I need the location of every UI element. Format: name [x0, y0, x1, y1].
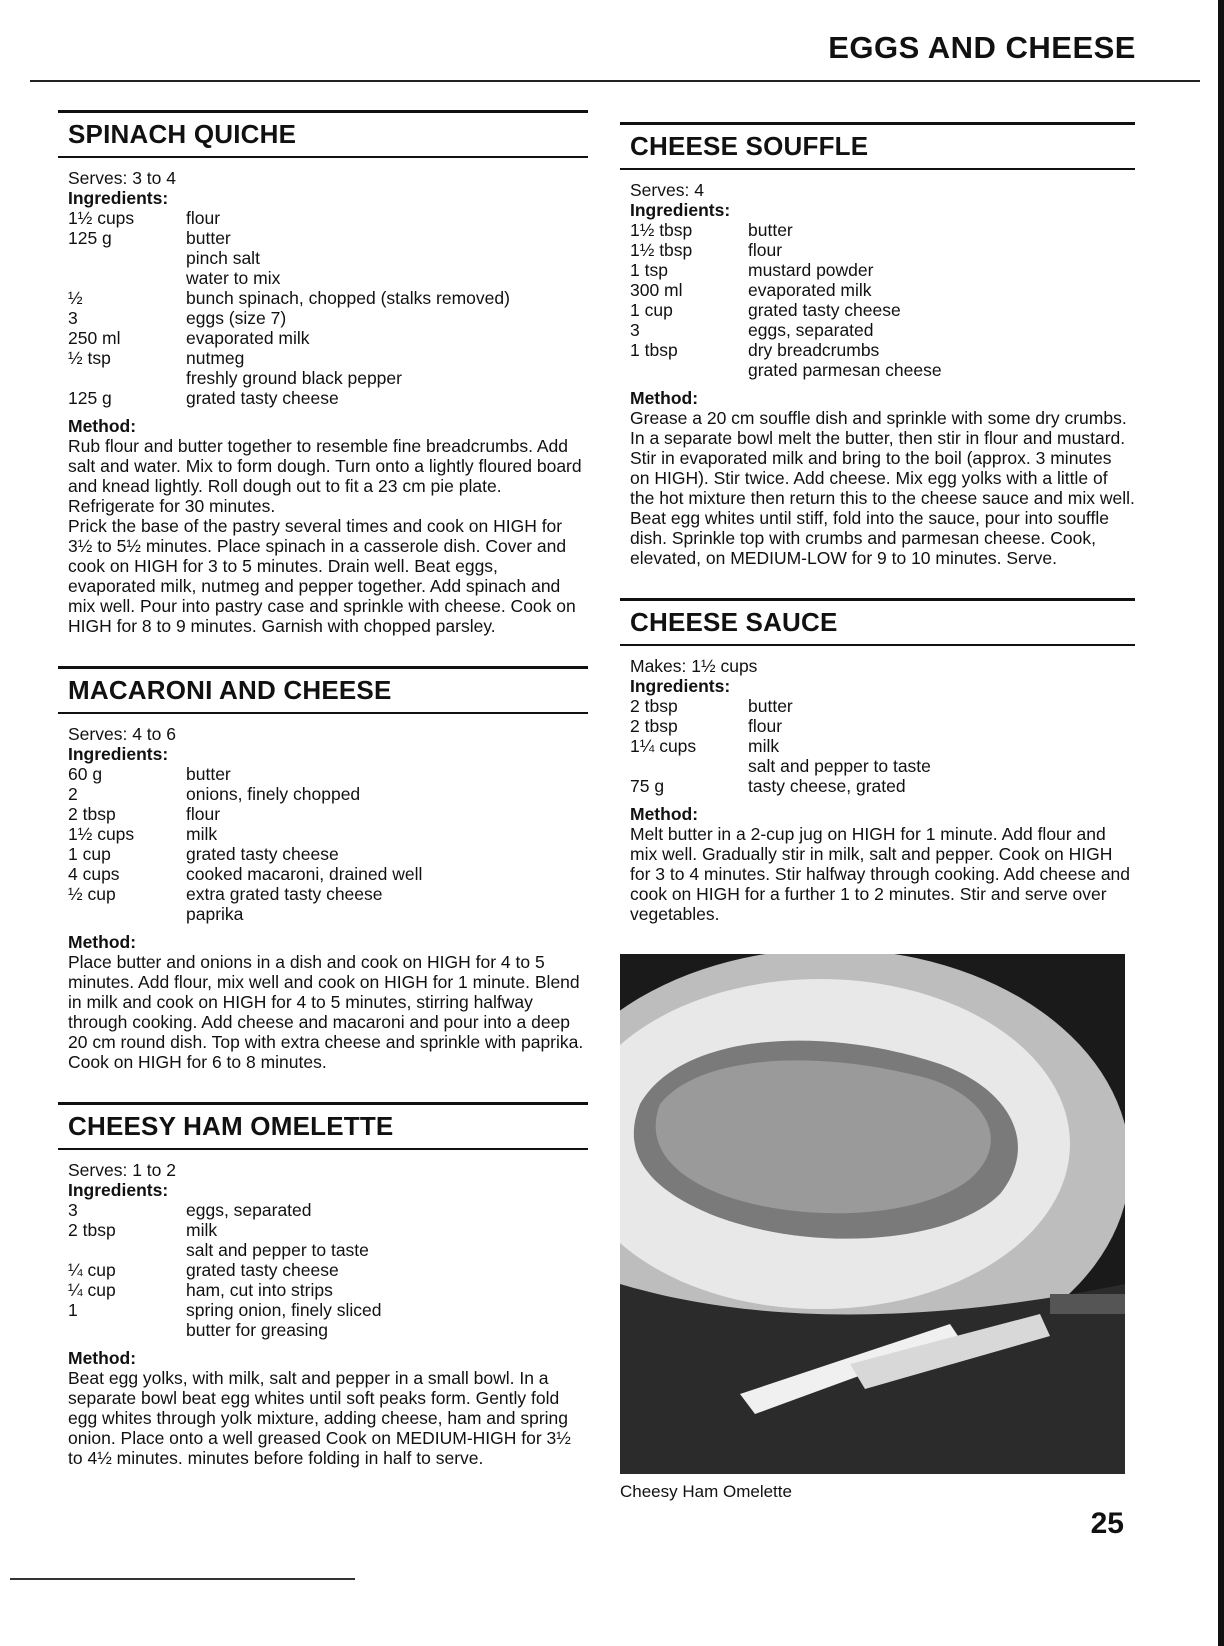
ingredient-row [68, 1320, 588, 1340]
method-label: Method: [68, 932, 137, 952]
recipe-body [58, 724, 588, 1072]
ingredient-row [68, 308, 588, 328]
ingredient-name: grated tasty cheese [186, 844, 339, 864]
ingredient-row [68, 1260, 588, 1280]
ingredient-row [68, 904, 588, 924]
title-rule-top [58, 666, 588, 669]
ingredient-row [68, 288, 588, 308]
ingredient-quantity [630, 360, 748, 380]
ingredient-name: butter for greasing [186, 1320, 329, 1340]
recipe-body [58, 1160, 588, 1468]
title-rule-top [620, 598, 1135, 601]
makes-text: Makes: 1½ cups [630, 656, 758, 676]
title-rule-top [58, 1102, 588, 1105]
ingredients-label: Ingredients: [630, 200, 731, 220]
ingredient-name: spring onion, finely sliced [186, 1300, 382, 1320]
ingredient-list [68, 764, 588, 924]
ingredient-name: grated parmesan cheese [748, 360, 942, 380]
ingredient-quantity [68, 904, 186, 924]
recipe-body [620, 180, 1135, 568]
ingredient-quantity: 1½ tbsp [630, 240, 693, 260]
ingredient-row [630, 240, 1135, 260]
recipe-title: SPINACH QUICHE [68, 119, 297, 149]
ingredient-quantity: 1 tsp [630, 260, 668, 280]
ingredient-name: eggs, separated [748, 320, 874, 340]
ingredient-row [630, 736, 1135, 756]
ingredient-list [630, 220, 1135, 380]
ingredient-name: evaporated milk [748, 280, 872, 300]
recipe-body [620, 656, 1135, 924]
method-text: Melt butter in a 2-cup jug on HIGH for 1 minute. Add flour and mix well. Gradually stir in milk, salt and pepper. Cook on HIGH for 3 to 4 minutes. Stir halfway through cooking. Add cheese and cook on HIGH for a further 1 to 2 minutes. Stir and serve over vegetables. [630, 824, 1131, 924]
ingredient-name: butter [748, 696, 793, 716]
ingredient-name: ham, cut into strips [186, 1280, 333, 1300]
ingredient-quantity [68, 1320, 186, 1340]
ingredient-row [68, 804, 588, 824]
method-label: Method: [630, 804, 699, 824]
ingredient-row [68, 328, 588, 348]
ingredient-row [68, 348, 588, 368]
ingredient-quantity: 1 [68, 1300, 78, 1320]
ingredient-quantity: 1 cup [68, 844, 111, 864]
ingredient-row [68, 1300, 588, 1320]
ingredient-name: flour [186, 804, 221, 824]
ingredient-name: bunch spinach, chopped (stalks removed) [186, 288, 510, 308]
ingredient-row [630, 360, 1135, 380]
ingredient-name: evaporated milk [186, 328, 310, 348]
ingredient-name: eggs, separated [186, 1200, 312, 1220]
title-rule-bottom [58, 712, 588, 714]
ingredient-list [68, 208, 588, 408]
recipe-macaroni-and-cheese [58, 666, 588, 1072]
method-text: Place butter and onions in a dish and cook on HIGH for 4 to 5 minutes. Add flour, mix well and cook on HIGH for 1 minute. Blend in milk and cook on HIGH for 4 to 5 minutes, stirring halfway through cooking. Add cheese and macaroni and pour into a deep 20 cm round dish. Top with extra cheese and sprinkle with paprika. Cook on HIGH for 6 to 8 minutes. [68, 952, 584, 1072]
recipe-title: MACARONI AND CHEESE [68, 675, 392, 705]
ingredient-quantity: 125 g [68, 228, 112, 248]
ingredient-name: butter [186, 228, 231, 248]
page-number: 25 [1090, 1507, 1124, 1540]
recipe-cheese-souffle [620, 122, 1135, 568]
method-text: Prick the base of the pastry several times and cook on HIGH for 3½ to 5½ minutes. Place spinach in a casserole dish. Cover and cook on HIGH for 3 to 5 minutes. Drain well. Beat eggs, evaporated milk, nutmeg and pepper together. Add spinach and mix well. Pour into pastry case and sprinkle with cheese. Cook on HIGH for 8 to 9 minutes. Garnish with chopped parsley. [68, 516, 576, 636]
right-column [620, 122, 1135, 1502]
recipe-cheesy-ham-omelette [58, 1102, 588, 1468]
ingredient-quantity: 2 tbsp [68, 804, 116, 824]
ingredient-row [68, 268, 588, 288]
ingredient-name: extra grated tasty cheese [186, 884, 383, 904]
title-rule-top [58, 110, 588, 113]
ingredient-quantity: 1½ cups [68, 824, 135, 844]
ingredient-row [68, 208, 588, 228]
ingredient-quantity: 3 [68, 308, 78, 328]
ingredient-quantity: ½ cup [68, 884, 116, 904]
recipe-cheese-sauce [620, 598, 1135, 924]
omelette-photo [620, 954, 1125, 1474]
ingredient-name: flour [748, 240, 783, 260]
title-rule-bottom [620, 644, 1135, 646]
header-rule [30, 80, 1200, 82]
left-column [58, 110, 588, 1498]
omelette-illustration [620, 954, 1125, 1474]
ingredient-quantity: 1 tbsp [630, 340, 678, 360]
ingredient-row [68, 388, 588, 408]
ingredient-quantity: ¼ cup [68, 1260, 116, 1280]
ingredient-name: butter [186, 764, 231, 784]
recipe-spinach-quiche [58, 110, 588, 636]
title-rule-top [620, 122, 1135, 125]
photo-caption: Cheesy Ham Omelette [620, 1482, 792, 1501]
ingredient-row [68, 824, 588, 844]
ingredient-row [68, 844, 588, 864]
title-rule-bottom [58, 156, 588, 158]
ingredient-list [68, 1200, 588, 1340]
ingredient-name: pinch salt [186, 248, 260, 268]
ingredient-quantity: 300 ml [630, 280, 683, 300]
title-rule-bottom [58, 1148, 588, 1150]
ingredient-name: grated tasty cheese [186, 1260, 339, 1280]
recipe-title: CHEESE SAUCE [630, 607, 838, 637]
ingredient-quantity: 3 [68, 1200, 78, 1220]
ingredient-quantity [68, 368, 186, 388]
ingredient-name: salt and pepper to taste [748, 756, 931, 776]
ingredient-quantity: ½ tsp [68, 348, 111, 368]
ingredient-row [630, 320, 1135, 340]
ingredient-row [630, 696, 1135, 716]
ingredient-row [68, 368, 588, 388]
ingredient-quantity: 1½ cups [68, 208, 135, 228]
ingredient-name: flour [186, 208, 221, 228]
ingredient-row [68, 1280, 588, 1300]
ingredient-name: flour [748, 716, 783, 736]
ingredient-name: salt and pepper to taste [186, 1240, 369, 1260]
ingredient-name: cooked macaroni, drained well [186, 864, 423, 884]
ingredient-row [68, 884, 588, 904]
ingredient-row [68, 1240, 588, 1260]
ingredient-row [68, 764, 588, 784]
ingredient-name: eggs (size 7) [186, 308, 287, 328]
ingredient-row [630, 280, 1135, 300]
ingredient-name: onions, finely chopped [186, 784, 361, 804]
ingredients-label: Ingredients: [68, 1180, 169, 1200]
ingredient-quantity: 75 g [630, 776, 665, 796]
ingredient-name: grated tasty cheese [186, 388, 339, 408]
ingredient-list [630, 696, 1135, 796]
ingredient-row [630, 260, 1135, 280]
ingredient-quantity: ¼ cup [68, 1280, 116, 1300]
ingredient-row [630, 716, 1135, 736]
page-edge-shadow [1218, 0, 1224, 1646]
serves-text: Serves: 4 to 6 [68, 724, 176, 744]
ingredient-quantity [68, 248, 186, 268]
ingredient-name: butter [748, 220, 793, 240]
ingredient-quantity [68, 268, 186, 288]
method-label: Method: [68, 416, 137, 436]
ingredient-row [68, 248, 588, 268]
ingredient-quantity: 2 tbsp [68, 1220, 116, 1240]
ingredient-row [68, 228, 588, 248]
method-text: Beat egg yolks, with milk, salt and pepper in a small bowl. In a separate bowl beat egg whites until soft peaks form. Gently fold egg whites through yolk mixture, adding cheese, ham and spring onion. Place onto a well greased Cook on MEDIUM-HIGH for 3½ to 4½ minutes. minutes before folding in half to serve. [68, 1368, 571, 1468]
ingredient-quantity [630, 756, 748, 776]
serves-text: Serves: 1 to 2 [68, 1160, 176, 1180]
ingredient-name: grated tasty cheese [748, 300, 901, 320]
ingredient-row [630, 340, 1135, 360]
ingredient-row [630, 776, 1135, 796]
ingredient-row [68, 1200, 588, 1220]
ingredients-label: Ingredients: [68, 744, 169, 764]
ingredient-row [68, 864, 588, 884]
method-text: Grease a 20 cm souffle dish and sprinkle with some dry crumbs. In a separate bowl melt the butter, then stir in flour and mustard. Stir in evaporated milk and bring to the boil (approx. 3 minutes on HIGH). Stir twice. Add cheese. Mix egg yolks with a little of the hot mixture then return this to the cheese sauce and mix well. Beat egg whites until stiff, fold into the sauce, pour into souffle dish. Sprinkle top with crumbs and parmesan cheese. Cook, elevated, on MEDIUM-LOW for 9 to 10 minutes. Serve. [630, 408, 1135, 568]
ingredient-name: tasty cheese, grated [748, 776, 906, 796]
ingredient-name: nutmeg [186, 348, 245, 368]
ingredients-label: Ingredients: [68, 188, 169, 208]
ingredient-row [630, 220, 1135, 240]
ingredient-quantity: 2 tbsp [630, 716, 678, 736]
ingredient-row [68, 784, 588, 804]
ingredient-name: mustard powder [748, 260, 874, 280]
recipe-title: CHEESY HAM OMELETTE [68, 1111, 394, 1141]
ingredient-quantity: 60 g [68, 764, 103, 784]
ingredient-name: freshly ground black pepper [186, 368, 402, 388]
ingredient-quantity: 250 ml [68, 328, 121, 348]
ingredients-label: Ingredients: [630, 676, 731, 696]
recipe-title: CHEESE SOUFFLE [630, 131, 869, 161]
ingredient-quantity: 3 [630, 320, 640, 340]
ingredient-quantity: 4 cups [68, 864, 120, 884]
ingredient-quantity: 1½ tbsp [630, 220, 693, 240]
ingredient-quantity: 2 tbsp [630, 696, 678, 716]
ingredient-name: milk [186, 1220, 218, 1240]
ingredient-quantity [68, 1240, 186, 1260]
ingredient-quantity: 1¼ cups [630, 736, 697, 756]
method-label: Method: [68, 1348, 137, 1368]
ingredient-name: paprika [186, 904, 244, 924]
ingredient-name: milk [186, 824, 218, 844]
ingredient-name: water to mix [186, 268, 281, 288]
ingredient-quantity: 1 cup [630, 300, 673, 320]
method-label: Method: [630, 388, 699, 408]
footer-rule [10, 1578, 355, 1580]
ingredient-row [630, 300, 1135, 320]
serves-text: Serves: 4 [630, 180, 704, 200]
title-rule-bottom [620, 168, 1135, 170]
ingredient-quantity: 2 [68, 784, 78, 804]
recipe-body [58, 168, 588, 636]
ingredient-name: milk [748, 736, 780, 756]
method-text: Rub flour and butter together to resemble fine breadcrumbs. Add salt and water. Mix to form dough. Turn onto a lightly floured board and knead lightly. Roll dough out to fit a 23 cm pie plate. Refrigerate for 30 minutes. [68, 436, 582, 516]
serves-text: Serves: 3 to 4 [68, 168, 176, 188]
ingredient-quantity: 125 g [68, 388, 112, 408]
ingredient-quantity: ½ [68, 288, 83, 308]
section-title: EGGS AND CHEESE [828, 30, 1136, 65]
ingredient-name: dry breadcrumbs [748, 340, 880, 360]
ingredient-row [68, 1220, 588, 1240]
ingredient-row [630, 756, 1135, 776]
